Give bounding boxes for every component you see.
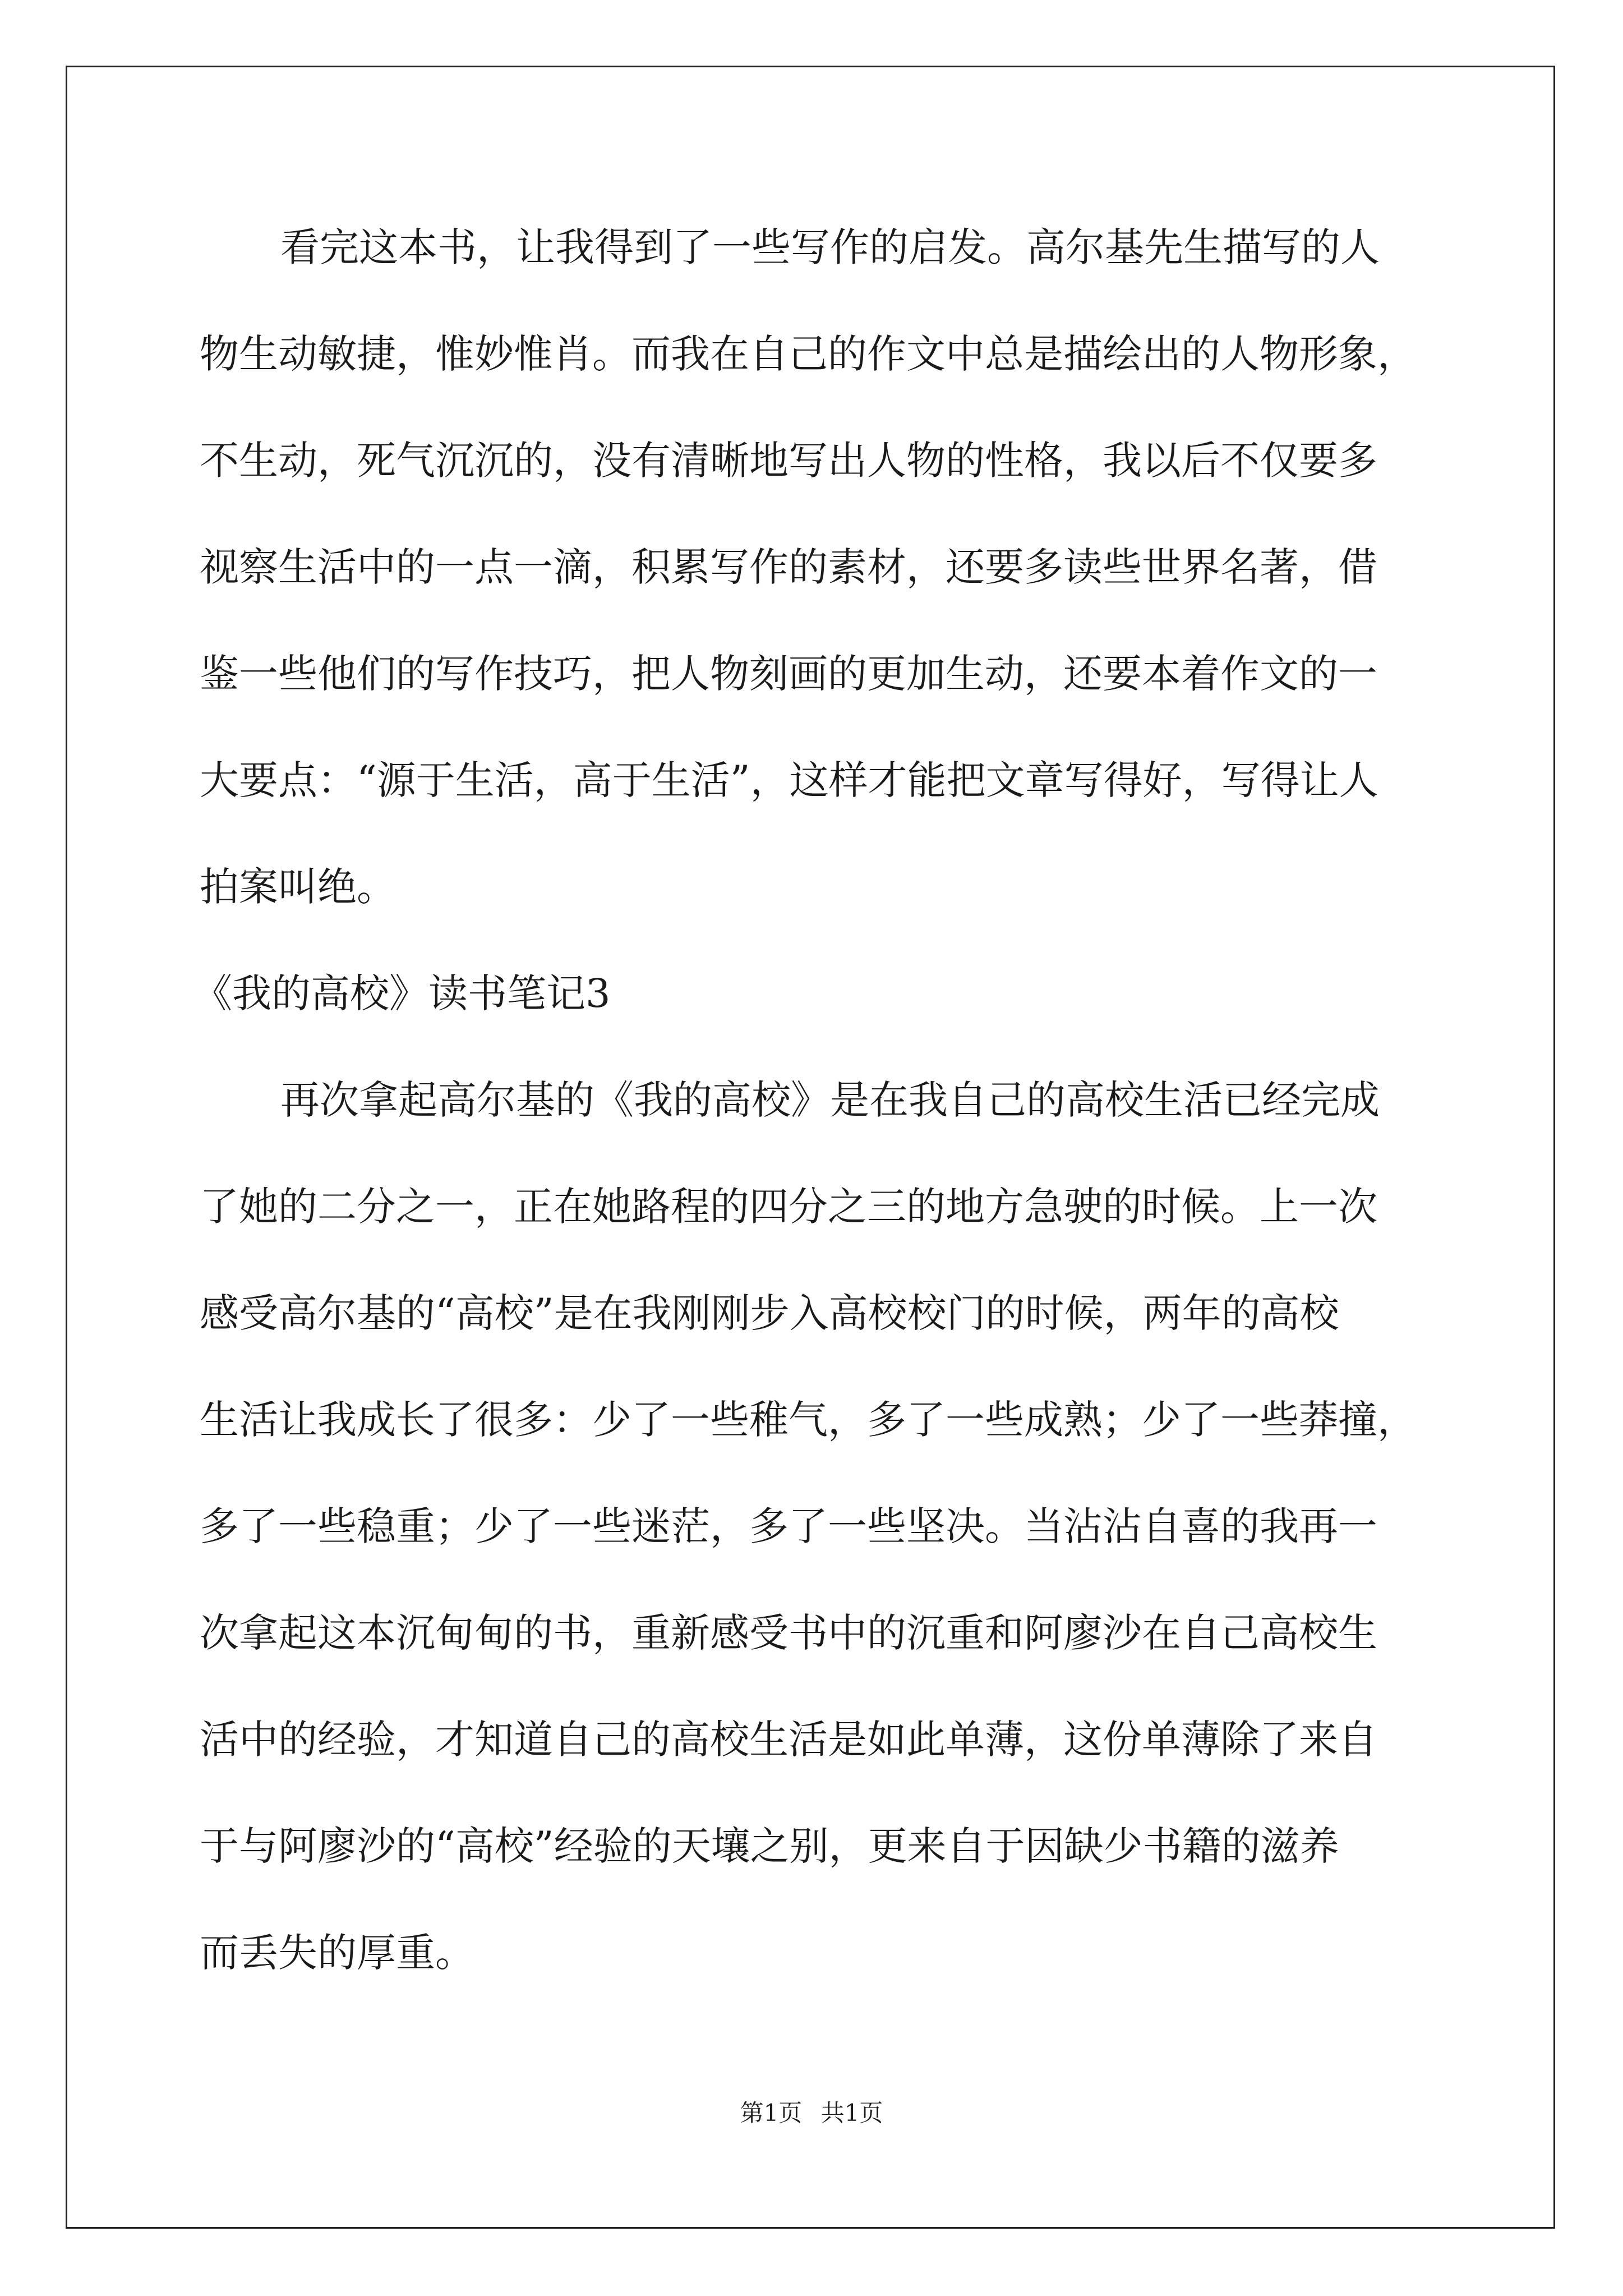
page-footer (0, 2101, 1623, 2125)
paragraph-2-line: 活中的经验，才知道自己的高校生活是如此单薄，这份单薄除了来自 (200, 1717, 1377, 1763)
paragraph-1-line: 看完这本书，让我得到了一些写作的启发。高尔基先生描写的人 (280, 224, 1380, 270)
paragraph-2-line: 了她的二分之一，正在她路程的四分之三的地方急驶的时候。上一次 (200, 1184, 1377, 1230)
paragraph-1-line: 不生动，死气沉沉的，没有清晰地写出人物的性格，我以后不仅要多 (200, 438, 1377, 484)
paragraph-1-line: 视察生活中的一点一滴，积累写作的素材，还要多读些世界名著，借 (200, 544, 1377, 590)
paragraph-2-line: 多了一些稳重；少了一些迷茫，多了一些坚决。当沾沾自喜的我再一 (200, 1503, 1377, 1549)
page-total: 共1页 (820, 2099, 883, 2127)
section-heading: 《我的高校》读书笔记3 (193, 970, 611, 1016)
paragraph-1-line: 物生动敏捷，惟妙惟肖。而我在自己的作文中总是描绘出的人物形象， (200, 331, 1417, 377)
paragraph-2-line: 感受高尔基的“高校”是在我刚刚步入高校校门的时候，两年的高校 (200, 1290, 1339, 1336)
paragraph-2-line: 次拿起这本沉甸甸的书，重新感受书中的沉重和阿廖沙在自己高校生 (200, 1610, 1377, 1656)
paragraph-1-line: 拍案叫绝。 (200, 864, 396, 910)
page-number: 第1页 (740, 2099, 803, 2127)
paragraph-2-line: 而丢失的厚重。 (200, 1930, 474, 1976)
paragraph-2-line: 于与阿廖沙的“高校”经验的天壤之别，更来自于因缺少书籍的滋养 (200, 1823, 1339, 1869)
paragraph-1-line: 鉴一些他们的写作技巧，把人物刻画的更加生动，还要本着作文的一 (200, 651, 1377, 697)
paragraph-1-line: 大要点：“源于生活，高于生活”，这样才能把文章写得好，写得让人 (200, 757, 1378, 803)
paragraph-2-line: 生活让我成长了很多：少了一些稚气，多了一些成熟；少了一些莽撞， (200, 1397, 1417, 1443)
paragraph-2-line: 再次拿起高尔基的《我的高校》是在我自己的高校生活已经完成 (280, 1077, 1380, 1123)
page-border (66, 66, 1555, 2229)
